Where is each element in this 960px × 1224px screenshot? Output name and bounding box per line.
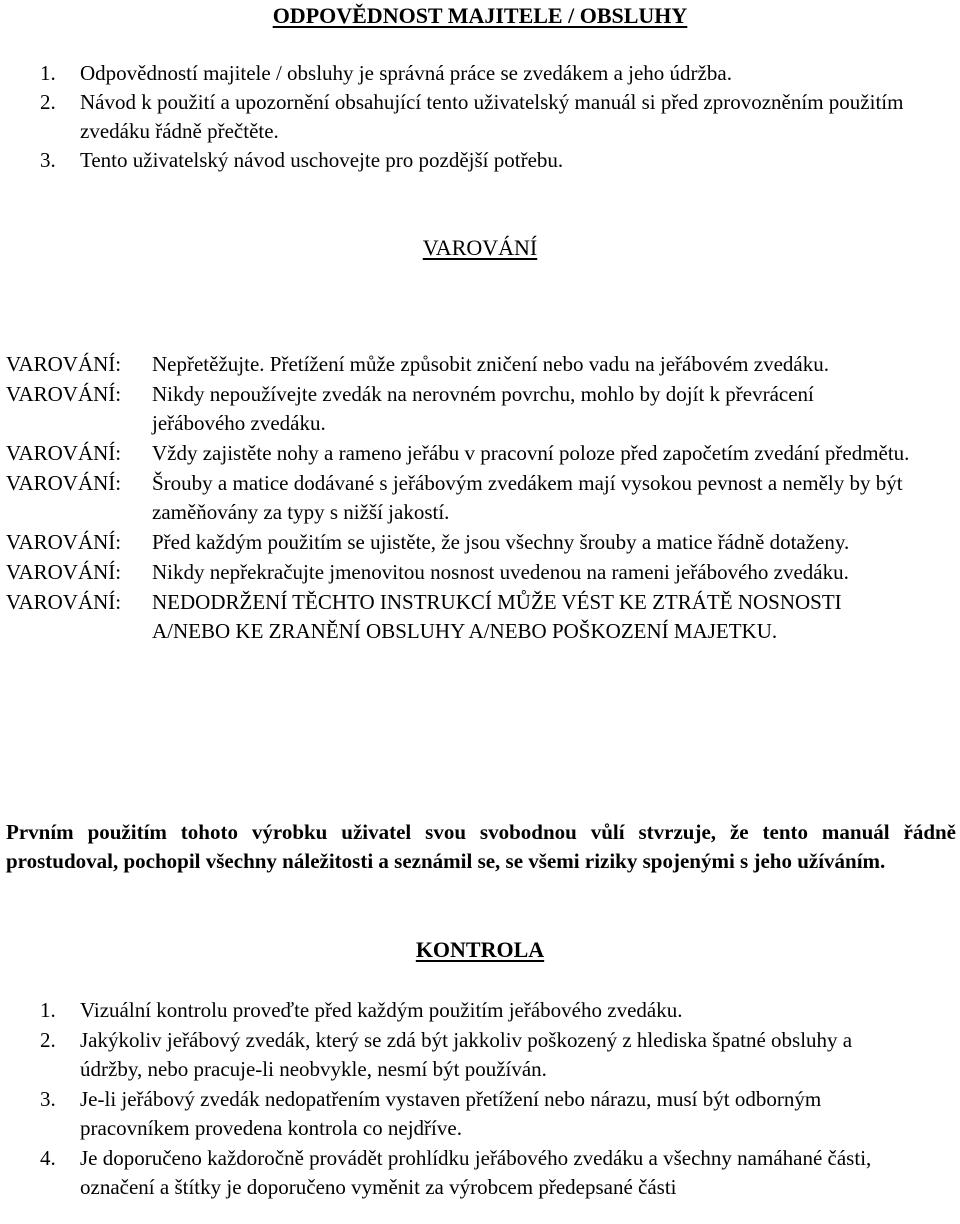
warning-label: VAROVÁNÍ:	[6, 471, 122, 495]
warning-text: Nepřetěžujte. Přetížení může způsobit zničení nebo vadu na jeřábovém zvedáku.	[152, 352, 829, 376]
warnings-heading: VAROVÁNÍ	[422, 235, 538, 260]
warning-text: Šrouby a matice dodávané s jeřábovým zvedákem mají vysokou pevnost a neměly by být zaměňovány za typy s nižší jakostí.	[152, 471, 903, 524]
warning-label: VAROVÁNÍ:	[6, 530, 122, 554]
warning-text: NEDODRŽENÍ TĚCHTO INSTRUKCÍ MŮŽE VÉST KE ZTRÁTĚ NOSNOSTI A/NEBO KE ZRANĚNÍ OBSLUHY A/NEBO POŠKOZENÍ MAJETKU.	[152, 590, 842, 643]
warning-label: VAROVÁNÍ:	[6, 590, 122, 614]
list-item	[0, 1144, 910, 1202]
list-item	[0, 59, 910, 88]
list-item-number: 2.	[40, 1028, 56, 1052]
warning-label: VAROVÁNÍ:	[6, 441, 122, 465]
page-title: ODPOVĚDNOST MAJITELE / OBSLUHY	[272, 3, 688, 28]
list-item-text: Návod k použití a upozornění obsahující tento uživatelský manuál si před zprovozněním použitím zvedáku řádně přečtěte.	[80, 90, 904, 143]
warning-label: VAROVÁNÍ:	[6, 560, 122, 584]
list-item-text: Tento uživatelský návod uschovejte pro pozdější potřebu.	[80, 148, 564, 172]
warning-text: Nikdy nepoužívejte zvedák na nerovném povrchu, mohlo by dojít k převrácení jeřábového zvedáku.	[152, 382, 814, 435]
warning-item	[0, 528, 912, 557]
list-item-number: 1.	[40, 61, 56, 85]
warning-text: Nikdy nepřekračujte jmenovitou nosnost uvedenou na rameni jeřábového zvedáku.	[152, 560, 849, 584]
list-item	[0, 88, 910, 146]
warnings-list	[0, 350, 912, 647]
list-item-number: 3.	[40, 1087, 56, 1111]
user-statement: Prvním použitím tohoto výrobku uživatel svou svobodnou vůlí stvrzuje, že tento manuál řádně prostudoval, pochopil všechny náležitosti a seznámil se, se všemi riziky spojenými s jeho užíváním.	[6, 820, 956, 873]
list-item-text: Vizuální kontrolu proveďte před každým použitím jeřábového zvedáku.	[80, 998, 683, 1022]
warning-item	[0, 588, 912, 646]
inspection-list	[0, 996, 910, 1203]
responsibility-list	[0, 59, 910, 175]
list-item-number: 4.	[40, 1146, 56, 1170]
list-item	[0, 1026, 910, 1084]
list-item-text: Jakýkoliv jeřábový zvedák, který se zdá být jakkoliv poškozený z hlediska špatné obsluhy a údržby, nebo pracuje-li neobvykle, nesmí být používán.	[80, 1028, 853, 1081]
list-item-text: Odpovědností majitele / obsluhy je správná práce se zvedákem a jeho údržba.	[80, 61, 732, 85]
list-item	[0, 1085, 910, 1143]
warning-item	[0, 380, 912, 438]
list-item-text: Je doporučeno každoročně provádět prohlídku jeřábového zvedáku a všechny namáhané části, označení a štítky je doporučeno vyměnit za výrobcem předepsané části	[80, 1146, 872, 1199]
warning-label: VAROVÁNÍ:	[6, 382, 122, 406]
list-item-number: 3.	[40, 148, 56, 172]
warning-item	[0, 350, 912, 379]
list-item	[0, 146, 910, 175]
warning-label: VAROVÁNÍ:	[6, 352, 122, 376]
list-item-text: Je-li jeřábový zvedák nedopatřením vystaven přetížení nebo nárazu, musí být odborným pracovníkem provedena kontrola co nejdříve.	[80, 1087, 822, 1140]
warning-text: Vždy zajistěte nohy a rameno jeřábu v pracovní poloze před započetím zvedání předmětu.	[152, 441, 910, 465]
list-item-number: 2.	[40, 90, 56, 114]
list-item-number: 1.	[40, 998, 56, 1022]
inspection-heading: KONTROLA	[415, 937, 545, 962]
warning-text: Před každým použitím se ujistěte, že jsou všechny šrouby a matice řádně dotaženy.	[152, 530, 850, 554]
list-item	[0, 996, 910, 1025]
warning-item	[0, 469, 912, 527]
warning-item	[0, 439, 912, 468]
warning-item	[0, 558, 912, 587]
